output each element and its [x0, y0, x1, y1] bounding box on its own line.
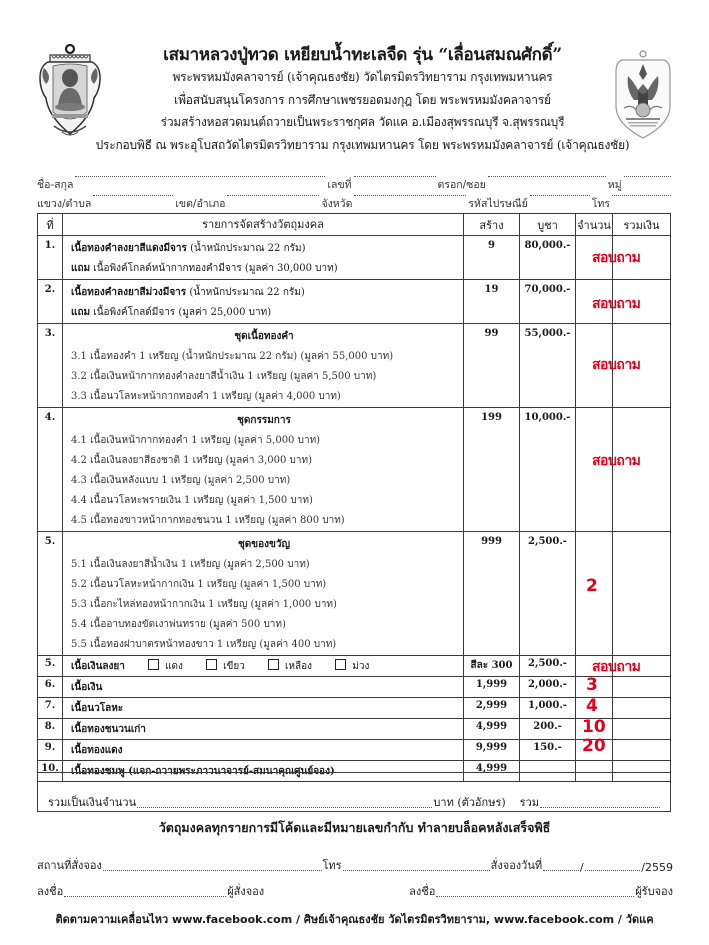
subtitle-line-3: ร่วมสร้างหอสวดมนต์ถวายเป็นพระราชกุศล วัดแค อ.เมืองสุพรรณบุรี จ.สุพรรณบุรี — [160, 115, 565, 129]
set-item: 3.3 เนื้อนวโลหะหน้ากากทองคำ 1 เหรียญ (มูลค่า 4,000 บาท) — [71, 391, 341, 402]
item-name: เนื้อทองชนวนเก่า — [63, 719, 464, 740]
qty-cell[interactable] — [576, 532, 613, 656]
qty-handwritten: สอบถาม — [592, 250, 641, 266]
option-label: เขียว — [223, 661, 245, 672]
footer-follow-links: ติดตามความเคลื่อนไหว www.facebook.com / ศิษย์เจ้าคุณธงชัย วัดไตรมิตรวิทยาราม, www.facebook.com / วัดแค — [55, 913, 654, 926]
notice-text: วัตถุมงคลทุกรายการมีโค้ดและมีหมายเลขกำกับ ทำลายบล็อคหลังเสร็จพิธี — [158, 820, 551, 835]
item-note: (น้ำหนักประมาณ 22 กรัม) — [186, 243, 306, 254]
set-item: 3.2 เนื้อเงินหน้ากากทองคำลงยาสีน้ำเงิน 1 เหรียญ (มูลค่า 5,500 บาท) — [71, 371, 377, 382]
table-row — [38, 532, 671, 656]
row-number: 5. — [38, 532, 63, 656]
qty-cell[interactable] — [576, 677, 613, 698]
moo-label: หมู่ — [607, 179, 622, 191]
item-description — [63, 656, 464, 677]
item-description — [63, 236, 464, 280]
item-description — [63, 280, 464, 324]
orderer-label: ผู้สั่งจอง — [227, 885, 265, 898]
made-count: 99 — [464, 324, 520, 408]
qty-cell[interactable] — [576, 324, 641, 408]
item-name: เนื้อทองแดง — [63, 740, 464, 761]
date-separator: / — [579, 861, 584, 874]
name-field[interactable] — [75, 176, 325, 177]
order-info-row — [37, 856, 673, 874]
qty-cell[interactable] — [576, 236, 641, 280]
set-title: ชุดของขวัญ — [238, 539, 290, 550]
total-text-field[interactable] — [137, 807, 432, 808]
order-year: /2559 — [641, 861, 673, 874]
made-count: 19 — [464, 280, 520, 324]
table-row — [38, 677, 671, 698]
total-cell[interactable] — [613, 719, 671, 740]
row-number: 1. — [38, 236, 63, 280]
price: 55,000.- — [520, 324, 576, 408]
province-field[interactable] — [354, 195, 466, 196]
table-row — [38, 740, 671, 761]
qty-cell[interactable] — [576, 698, 613, 719]
subtitle-line-1: พระพรหมมังคลาจารย์ (เจ้าคุณธงชัย) วัดไตรมิตรวิทยาราม กรุงเทพมหานคร — [172, 70, 553, 84]
bonus-label: แถม — [71, 263, 91, 274]
row-number: 9. — [38, 740, 63, 761]
color-checkbox-purple[interactable] — [335, 659, 346, 670]
house-no-field[interactable] — [354, 176, 436, 177]
alley-field[interactable] — [488, 176, 606, 177]
order-date-day-field[interactable] — [543, 870, 579, 871]
phone-field[interactable] — [612, 195, 671, 196]
price: 10,000.- — [520, 408, 576, 532]
row-number: 8. — [38, 719, 63, 740]
total-cell[interactable] — [613, 740, 671, 761]
order-place-field[interactable] — [103, 870, 322, 871]
qty-handwritten: สอบถาม — [592, 296, 641, 312]
order-phone-field[interactable] — [343, 870, 490, 871]
header-total: รวมเงิน — [613, 214, 671, 236]
price: 200.- — [520, 719, 576, 740]
receiver-label: ผู้รับจอง — [635, 885, 673, 898]
item-name: เนื้อนวโลหะ — [63, 698, 464, 719]
bonus-text: เนื้อพิงค์โกลด์มีจาร (มูลค่า 25,000 บาท) — [90, 307, 272, 318]
qty-handwritten: 10 — [582, 717, 606, 737]
price: 2,500.- — [520, 656, 576, 677]
price: 150.- — [520, 740, 576, 761]
made-count: 9 — [464, 236, 520, 280]
table-row — [38, 324, 671, 408]
bonus-label: แถม — [71, 307, 91, 318]
province-label: จังหวัด — [321, 198, 353, 210]
sum-label: รวม — [519, 796, 539, 809]
row-number: 10. — [38, 761, 63, 782]
bonus-text: เนื้อพิงค์โกลด์หน้ากากทองคำมีจาร (มูลค่า 30,000 บาท) — [90, 263, 338, 274]
item-description — [63, 532, 464, 656]
qty-handwritten: สอบถาม — [592, 453, 641, 469]
table-row — [38, 236, 671, 280]
sign-label-1: ลงชื่อ — [37, 885, 64, 898]
qty-handwritten: 2 — [586, 576, 598, 596]
made-count: 2,999 — [464, 698, 520, 719]
made-count: 9,999 — [464, 740, 520, 761]
table-row — [38, 719, 671, 740]
subdistrict-field[interactable] — [93, 195, 173, 196]
made-count: 4,999 — [464, 761, 520, 782]
set-title: ชุดเนื้อทองคำ — [234, 331, 294, 342]
header-item: รายการจัดสร้างวัตถุมงคล — [63, 214, 464, 236]
order-table — [37, 213, 671, 782]
order-date-month-field[interactable] — [585, 870, 641, 871]
qty-cell[interactable] — [576, 408, 641, 532]
color-checkbox-green[interactable] — [206, 659, 217, 670]
name-label: ชื่อ-สกุล — [37, 179, 74, 191]
row-number: 2. — [38, 280, 63, 324]
subdistrict-label: แขวง/ตำบล — [37, 198, 92, 210]
qty-handwritten: 4 — [586, 696, 598, 716]
total-cell[interactable] — [613, 677, 671, 698]
item-description — [63, 324, 464, 408]
item-note: (น้ำหนักประมาณ 22 กรัม) — [186, 287, 305, 298]
made-count: 199 — [464, 408, 520, 532]
table-row — [38, 698, 671, 719]
made-count: 999 — [464, 532, 520, 656]
set-item: 4.5 เนื้อทองขาวหน้ากากทองชนวน 1 เหรียญ (มูลค่า 800 บาท) — [71, 515, 345, 526]
item-name: เนื้อเงินลงยา — [71, 661, 125, 672]
item-name: เนื้อเงิน — [63, 677, 464, 698]
address-row-1 — [37, 176, 673, 193]
total-cell[interactable] — [613, 532, 671, 656]
qty-handwritten: สอบถาม — [592, 357, 641, 373]
made-count: 4,999 — [464, 719, 520, 740]
signature-row — [37, 882, 673, 900]
price: 2,500.- — [520, 532, 576, 656]
header-price: บูชา — [520, 214, 576, 236]
set-item: 4.3 เนื้อเงินหลังแบบ 1 เหรียญ (มูลค่า 2,500 บาท) — [71, 475, 291, 486]
price: 1,000.- — [520, 698, 576, 719]
color-checkbox-yellow[interactable] — [268, 659, 279, 670]
table-row — [38, 656, 671, 677]
qty-handwritten: 20 — [582, 736, 606, 756]
house-no-label: เลขที่ — [327, 179, 352, 191]
set-item: 5.3 เนื้อกะไหล่ทองหน้ากากเงิน 1 เหรียญ (มูลค่า 1,000 บาท) — [71, 599, 337, 610]
header-no: ที่ — [38, 214, 63, 236]
price: 2,000.- — [520, 677, 576, 698]
option-label: เหลือง — [285, 661, 313, 672]
row-number: 3. — [38, 324, 63, 408]
subtitle-line-2: เพื่อสนับสนุนโครงการ การศึกษาเพชรยอดมงกุฎ โดย พระพรหมมังคลาจารย์ — [174, 93, 551, 107]
table-row — [38, 280, 671, 324]
row-number: 5. — [38, 656, 63, 677]
row-number: 4. — [38, 408, 63, 532]
order-date-label: สั่งจองวันที่ — [490, 859, 543, 872]
qty-handwritten: สอบถาม — [592, 659, 641, 675]
price: 80,000.- — [520, 236, 576, 280]
subtitle-line-4: ประกอบพิธี ณ พระอุโบสถวัดไตรมิตรวิทยาราม กรุงเทพมหานคร โดย พระพรหมมังคลาจารย์ (เจ้าคุณธงชัย) — [95, 138, 630, 152]
item-name: เนื้อทองคำลงยาสีม่วงมีจาร — [71, 287, 187, 298]
total-cell[interactable] — [613, 698, 671, 719]
set-item: 5.4 เนื้ออาบทองขัดเงาพ่นทราย (มูลค่า 500 บาท) — [71, 619, 286, 630]
set-item: 3.1 เนื้อทองคำ 1 เหรียญ (น้ำหนักประมาณ 22 กรัม) (มูลค่า 55,000 บาท) — [71, 351, 394, 362]
set-item: 5.2 เนื้อนวโลหะหน้ากากเงิน 1 เหรียญ (มูลค่า 1,500 บาท) — [71, 579, 327, 590]
made-count: สีละ 300 — [464, 656, 520, 677]
address-row-2 — [37, 195, 673, 212]
alley-label: ตรอก/ซอย — [437, 179, 486, 191]
qty-cell[interactable] — [576, 280, 641, 324]
table-header — [38, 214, 671, 236]
item-name: เนื้อทองคำลงยาสีแดงมีจาร — [71, 243, 187, 254]
receiver-signature-field[interactable] — [436, 896, 634, 897]
option-label: แดง — [165, 661, 183, 672]
sign-label-2: ลงชื่อ — [409, 885, 436, 898]
set-item: 5.1 เนื้อเงินลงยาสีน้ำเงิน 1 เหรียญ (มูลค่า 2,500 บาท) — [71, 559, 310, 570]
qty-cell[interactable] — [576, 656, 641, 677]
set-item: 4.1 เนื้อเงินหน้ากากทองคำ 1 เหรียญ (มูลค่า 5,000 บาท) — [71, 435, 321, 446]
header-made: สร้าง — [464, 214, 520, 236]
header-qty: จำนวน — [576, 214, 613, 236]
price: 70,000.- — [520, 280, 576, 324]
qty-handwritten: 3 — [586, 675, 598, 695]
total-box — [37, 772, 671, 812]
color-checkbox-red[interactable] — [148, 659, 159, 670]
moo-field[interactable] — [624, 176, 671, 177]
table-row — [38, 408, 671, 532]
made-count: 1,999 — [464, 677, 520, 698]
order-phone-label: โทร — [322, 859, 342, 872]
option-label: ม่วง — [352, 661, 370, 672]
set-title: ชุดกรรมการ — [237, 415, 291, 426]
district-field[interactable] — [227, 195, 319, 196]
set-item: 4.2 เนื้อเงินลงยาสีธงชาติ 1 เหรียญ (มูลค่า 3,000 บาท) — [71, 455, 312, 466]
baht-text-label: บาท (ตัวอักษร) — [433, 796, 506, 809]
item-name: เนื้อทองชมพู (แจก-ถวายพระภาวนาจารย์-สมนาคุณศูนย์จอง) — [63, 761, 464, 782]
qty-cell[interactable] — [576, 736, 613, 761]
row-number: 6. — [38, 677, 63, 698]
orderer-signature-field[interactable] — [64, 896, 226, 897]
item-description — [63, 408, 464, 532]
total-label: รวมเป็นเงินจำนวน — [48, 796, 137, 809]
row-number: 7. — [38, 698, 63, 719]
district-label: เขต/อำเภอ — [175, 198, 226, 210]
postcode-field[interactable] — [530, 195, 590, 196]
order-place-label: สถานที่สั่งจอง — [37, 859, 102, 872]
set-item: 4.4 เนื้อนวโลหะพรายเงิน 1 เหรียญ (มูลค่า 1,500 บาท) — [71, 495, 313, 506]
page-title: เสมาหลวงปู่ทวด เหยียบน้ำทะเลจืด รุ่น “เลื่อนสมณศักดิ์” — [163, 45, 562, 65]
phone-label: โทร — [591, 198, 610, 210]
sum-field[interactable] — [540, 807, 660, 808]
set-item: 5.5 เนื้อทองฝาบาตรหน้าทองขาว 1 เหรียญ (มูลค่า 400 บาท) — [71, 639, 337, 650]
postcode-label: รหัสไปรษณีย์ — [468, 198, 528, 210]
